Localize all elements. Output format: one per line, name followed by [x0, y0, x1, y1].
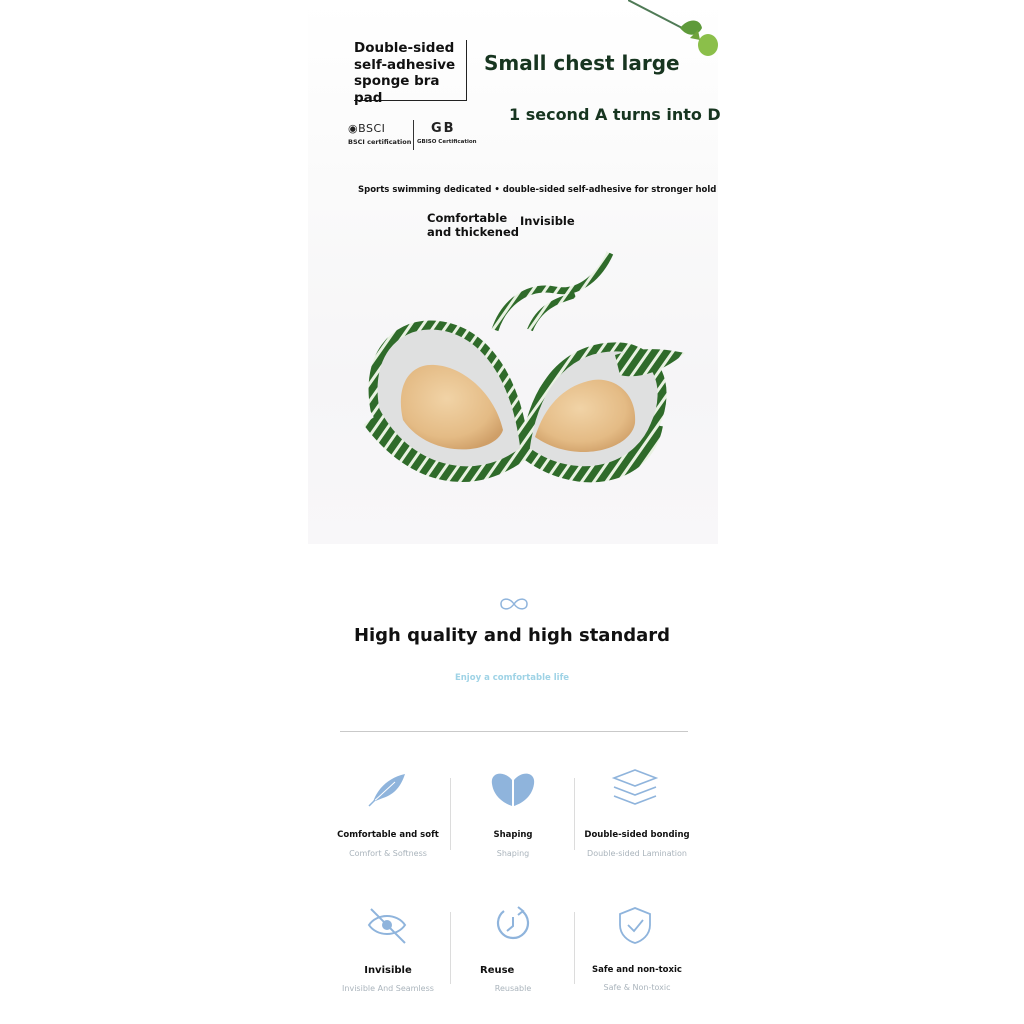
- feature-line: Comfortable: [427, 211, 508, 225]
- feature-subtitle: Comfort & Softness: [349, 849, 427, 858]
- section-title: High quality and high standard: [353, 625, 671, 646]
- eye-off-icon: [325, 905, 451, 947]
- product-title-line: sponge bra pad: [354, 73, 440, 106]
- reuse-icon: [450, 905, 576, 947]
- feature-subtitle: Safe & Non-toxic: [603, 983, 671, 992]
- feature-subtitle: Shaping: [496, 849, 530, 858]
- feature-subtitle: Double-sided Lamination: [587, 849, 687, 858]
- bsci-caption: BSCI certification: [348, 138, 412, 146]
- feature-title: Shaping: [493, 830, 533, 840]
- feature-cell-double-sided: [574, 768, 700, 858]
- feather-icon: [325, 768, 451, 810]
- butterfly-icon: [450, 768, 576, 810]
- feature-comfortable: [427, 211, 519, 239]
- cert-divider: [413, 120, 414, 150]
- feature-subtitle: Invisible And Seamless: [342, 984, 434, 993]
- infinity-bow-icon: [499, 596, 529, 612]
- bsci-cert: [348, 122, 410, 146]
- bsci-logo: [348, 122, 410, 135]
- product-title-line: self-adhesive: [354, 56, 456, 73]
- feature-cell-safe: [574, 905, 700, 992]
- product-title-box: [354, 40, 467, 106]
- feature-line: and thickened: [427, 225, 519, 239]
- feature-cell-comfortable: [325, 768, 451, 858]
- bikini-with-pads-image: [355, 245, 695, 505]
- feature-title: Comfortable and soft: [337, 830, 439, 840]
- feature-cell-shaping: [450, 768, 576, 858]
- gb-caption: GBISO Certification: [417, 139, 477, 145]
- hero-tagline: Sports swimming dedicated • double-sided self-adhesive for stronger hold: [358, 185, 717, 195]
- layers-icon: [574, 768, 700, 810]
- section-divider: [340, 731, 688, 732]
- shield-check-icon: [574, 905, 700, 947]
- feature-title: Double-sided bonding: [584, 830, 690, 840]
- section-subtitle: Enjoy a comfortable life: [454, 673, 570, 683]
- gb-logo: GB: [431, 121, 456, 136]
- feature-cell-invisible: [325, 905, 451, 993]
- feature-title: Invisible: [364, 965, 412, 976]
- hero-headline: Small chest large: [484, 51, 680, 75]
- hero-sub-headline: 1 second A turns into D: [509, 105, 721, 124]
- certifications: [348, 120, 478, 150]
- feature-subtitle: Reusable: [494, 984, 532, 993]
- feature-invisible: Invisible: [520, 214, 575, 228]
- bsci-logo-text: BSCI: [358, 122, 386, 135]
- globe-icon: ◉: [348, 122, 359, 135]
- feature-title: Safe and non-toxic: [592, 965, 682, 975]
- feature-cell-reuse: [450, 905, 576, 993]
- feature-title: Reuse: [480, 965, 515, 976]
- gb-cert: [417, 121, 487, 145]
- product-title-line: Double-sided: [354, 40, 455, 56]
